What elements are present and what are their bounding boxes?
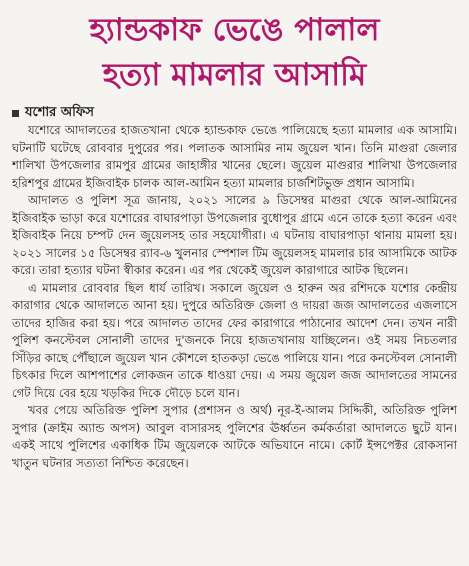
headline-line-1: হ্যান্ডকাফ ভেঙে পালাল [89,12,380,48]
headline [12,8,457,98]
headline-line-2: হত্যা মামলার আসামি [102,57,367,93]
article-paragraph: আদালত ও পুলিশ সূত্র জানায়, ২০২১ সালের ৯ ডিসেম্বর মাগুরা থেকে আল-আমিনের ইজিবাইক ভাড়া করে যশোরের বাঘারপাড়া উপজেলার বুধোপুর গ্রামে এনে তাকে হত্যা করেন এবং ইজিবাইক নিয়ে চম্পট দেন জুয়েলসহ তার সহযোগীরা। এ ঘটনায় বাঘারপাড়া থানায় মামলা হয়। ২০২১ সালের ১৫ ডিসেম্বর র‍্যাব-৬ খুলনার স্পেশাল টিম জুয়েলসহ মামলার চার আসামিকে আটক করে। তারা হত্যার ঘটনা স্বীকার করেন। এর পর থেকেই জুয়েল কারাগারে আটক ছিলেন। [12,193,457,277]
dateline [12,104,457,122]
article-body [12,122,457,472]
dateline-text: যশোর অফিস [25,105,94,120]
bullet-square-icon [12,110,19,117]
article-paragraph: এ মামলার রোববার ছিল ধার্য তারিখ। সকালে জুয়েল ও হারুন অর রশিদকে যশোর কেন্দ্রীয় কারাগার থেকে আদালতে আনা হয়। দুপুরে অতিরিক্ত জেলা ও দায়রা জজ আদালতের এজলাসে তাদের হাজির করা হয়। পরে আদালত তাদের ফের কারাগারে পাঠানোর আদেশ দেন। তখন নারী পুলিশ কনস্টেবল সোনালী তাদের দু'জনকে নিয়ে হাজতখানায় যাচ্ছিলেন। ওই সময় নিচতলার সিঁড়ির কাছে পৌঁছালে জুয়েল খান কৌশলে হাতকড়া ভেঙে পালিয়ে যান। পরে কনস্টেবল সোনালী চিৎকার দিলে আশপাশের লোকজন তাকে ধাওয়া দেয়। এ সময় জুয়েল জজ আদালতের সামনের গেট দিয়ে বের হয়ে খড়কির দিকে দৌড়ে চলে যান। [12,280,457,400]
article-paragraph: খবর পেয়ে অতিরিক্ত পুলিশ সুপার (প্রশাসন ও অর্থ) নূর-ই-আলম সিদ্দিকী, অতিরিক্ত পুলিশ সুপার (ক্রাইম অ্যান্ড অপস) আবুল বাসারসহ পুলিশের ঊর্ধ্বতন কর্মকর্তারা আদালতে ছুটে যান। একই সাথে পুলিশের একাধিক টিম জুয়েলকে আটকে অভিযানে নামে। কোর্ট ইন্সপেক্টর রোকসানা খাতুন ঘটনার সত্যতা নিশ্চিত করেছেন। [12,403,457,470]
article-paragraph: যশোরে আদালতের হাজতখানা থেকে হ্যান্ডকাফ ভেঙে পালিয়েছে হত্যা মামলার এক আসামি। ঘটনাটি ঘটেছে রোববার দুপুরের পর। পলাতক আসামির নাম জুয়েল খান। তিনি মাগুরা জেলার শালিখা উপজেলার রামপুর গ্রামের জাহাঙ্গীর খানের ছেলে। জুয়েল মাগুরার শালিখা উপজেলার হরিশপুর গ্রামের ইজিবাইক চালক আল-আমিন হত্যা মামলার চার্জশিটভুক্ত প্রধান আসামি। [12,123,457,190]
